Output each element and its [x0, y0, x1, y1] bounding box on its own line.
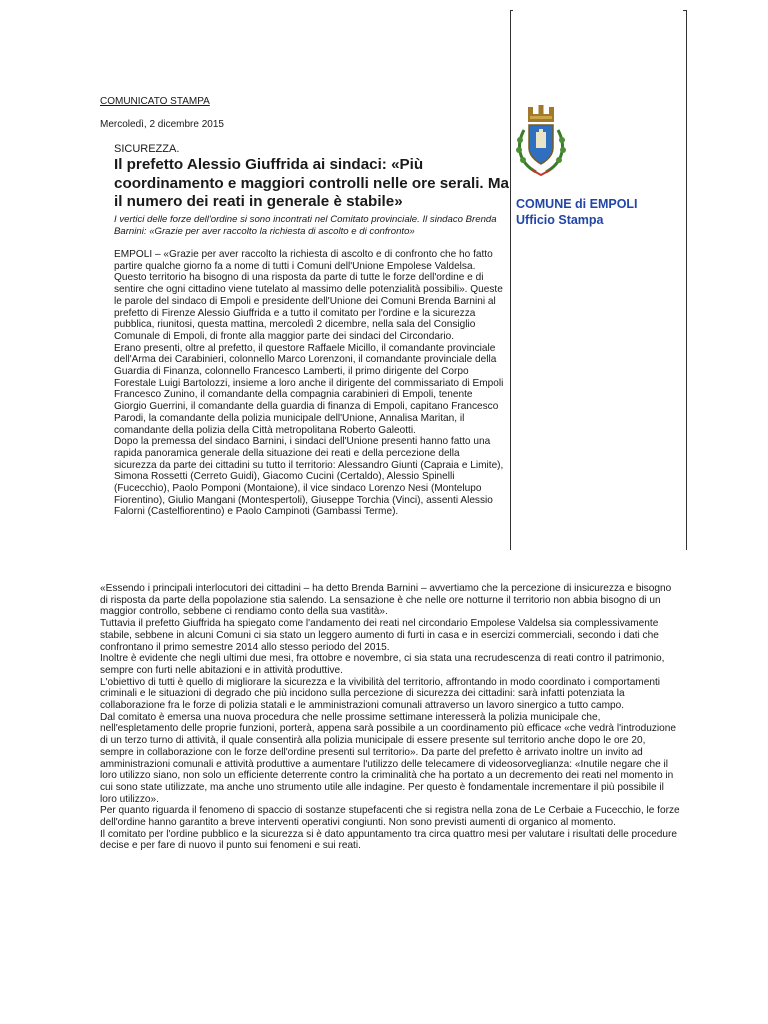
paragraph-5: Tuttavia il prefetto Giuffrida ha spiegato come l'andamento dei reati nel circondario Empolese Valdelsa sia complessivamente stabile, sebbene in alcuni Comuni ci sia stato un leggero aumento di furti in casa e in esercizi commerciali, secondo i dati che confrontano il primo semestre 2014 allo stesso periodo del 2015. [100, 618, 659, 653]
paragraph-1: EMPOLI – «Grazie per aver raccolto la richiesta di ascolto e di confronto che ho fatto partire qualche giorno fa a nome di tutti i Comuni dell'Unione Empolese Valdelsa. Questo territorio ha bisogno di una risposta da parte di tutte le forze dell'ordine e di sentire che ogni cittadino viene tutelato al massimo delle potenzialità possibili». Queste le parole del sindaco di Empoli e presidente dell'Unione dei Comuni Brenda Barnini al prefetto di Firenze Alessio Giuffrida e a tutto il comitato per l'ordine e la sicurezza pubblica, riunitosi, questa mattina, mercoledì 2 dicembre, nella sala del Consiglio Comunale di Empoli, di fronte alla maggior parte dei sindaci del Circondario. [114, 249, 503, 342]
press-release-label: COMUNICATO STAMPA [100, 96, 210, 107]
sidebar-divider-left [510, 10, 511, 550]
headline: Il prefetto Alessio Giuffrida ai sindaci: «Più coordinamento e maggiori controlli nelle ore serali. Ma il numero dei reati in generale è stabile» [114, 156, 509, 210]
sidebar-divider-right [686, 10, 687, 550]
paragraph-2: Erano presenti, oltre al prefetto, il questore Raffaele Micillo, il comandante provinciale dell'Arma dei Carabinieri, colonnello Marco Lorenzoni, il comandante provinciale della Guardia di Finanza, colonnello Francesco Lamberti, il primo dirigente del Corpo Forestale Luigi Bartolozzi, insieme a loro anche il dirigente del commissariato di Empoli Francesco Zunino, il comandante della compagnia carabinieri di Empoli, tenente Giorgio Guerrini, il comandante della guardia di finanza di Empoli, capitano Francesco Parodi, la comandante della polizia municipale dell'Unione, Annalisa Maritan, il comandante della polizia della Città metropolitana Roberto Galeotti. [114, 342, 504, 436]
release-date: Mercoledì, 2 dicembre 2015 [100, 119, 224, 130]
paragraph-4: «Essendo i principali interlocutori dei cittadini – ha detto Brenda Barnini – avvertiamo che la percezione di insicurezza e bisogno di risposta da parte della popolazione stia salendo. La sensazione è che nelle ore notturne il territorio non abbia bisogno di un maggior controllo, sebbene ci rendiamo conto della sua vastità». [100, 583, 672, 618]
section-label: SICUREZZA. [114, 143, 180, 155]
org-block [516, 196, 638, 228]
paragraph-8: Dal comitato è emersa una nuova procedura che nelle prossime settimane interesserà la polizia municipale che, nell'espletamento delle proprie funzioni, porterà, appena sarà possibile a un coordinamento più efficace «che vedrà l'introduzione di un terzo turno di attività, il quale consentirà alla polizia municipale di essere presente sul territorio anche dopo le ore 20, sempre in collaborazione con le forze dell'ordine presenti sul territorio». Da parte del prefetto è arrivato inoltre un invito ad amministrazioni comunali e attività produttive a aumentare l'utilizzo delle telecamere di videosorveglianza: «Inutile negare che il loro utilizzo siano, non solo un efficiente deterrente contro la criminalità che ha portato a un decremento dei reati nel momento in cui sono state utilizzate, ma anche uno strumento utile alle indagine. Per questo è fondamentale incrementare il più possibile il loro utilizzo». [100, 711, 677, 805]
article-body-upper [114, 249, 504, 518]
empoli-coat-of-arms-icon [514, 100, 568, 180]
paragraph-6: Inoltre è evidente che negli ultimi due mesi, fra ottobre e novembre, ci sia stata una recrudescenza di reati contro il patrimonio, sempre con furti nelle abitazioni e in attività produttive. [100, 653, 665, 676]
org-office: Ufficio Stampa [516, 213, 604, 227]
paragraph-7: L'obiettivo di tutti è quello di migliorare la sicurezza e la vivibilità del territorio, affrontando in modo coordinato i comportamenti criminali e le situazioni di degrado che più incidono sulla percezione di sicurezza dei cittadini: sarà infatti potenziata la collaborazione fra le forze di polizia statali e le amministrazioni comunali attraverso un lavoro sinergico a tutto campo. [100, 676, 660, 712]
paragraph-3: Dopo la premessa del sindaco Barnini, i sindaci dell'Unione presenti hanno fatto una rapida panoramica generale della situazione dei reati e della percezione della sicurezza da parte dei cittadini su tutto il territorio: Alessandro Giunti (Capraia e Limite), Simona Rossetti (Cerreto Guidi), Giacomo Cucini (Certaldo), Alessio Spinelli (Fucecchio), Paolo Pomponi (Montaione), il vice sindaco Lorenzo Nesi (Montelupo Fiorentino), Giulio Mangani (Montespertoli), Giuseppe Torchia (Vinci), assenti Alessio Falorni (Castelfiorentino) e Paolo Campinoti (Gambassi Terme). [114, 436, 504, 518]
article-body-lower [100, 583, 680, 852]
org-name: COMUNE di EMPOLI [516, 197, 638, 211]
paragraph-10: Il comitato per l'ordine pubblico e la sicurezza si è dato appuntamento tra circa quattro mesi per valutare i risultati delle procedure decise e per fare di nuovo il punto sui fenomeni e sui reati. [100, 828, 678, 852]
paragraph-9: Per quanto riguarda il fenomeno di spaccio di sostanze stupefacenti che si registra nella zona de Le Cerbaie a Fucecchio, le forze dell'ordine hanno garantito a breve interventi operativi congiunti. Non sono previsti aumenti di organico al momento. [100, 805, 680, 829]
subheadline: I vertici delle forze dell'ordine si sono incontrati nel Comitato provinciale. Il sindaco Brenda Barnini: «Grazie per aver raccolto la richiesta di ascolto e di confronto» [114, 214, 497, 237]
